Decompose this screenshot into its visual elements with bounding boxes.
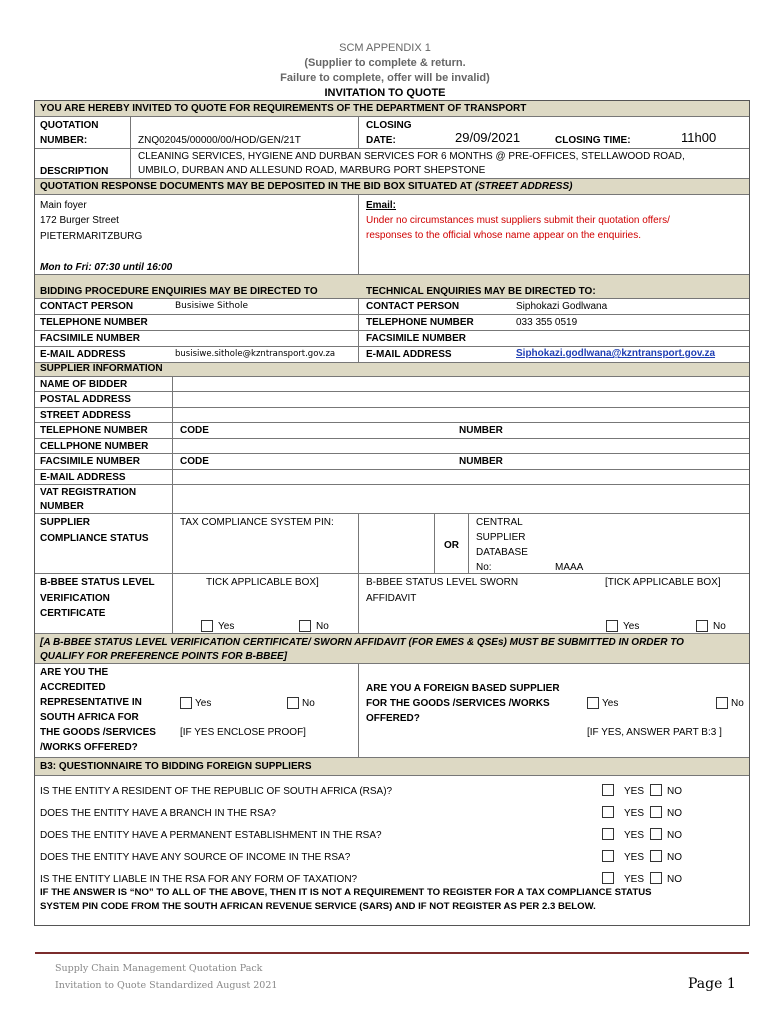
bbbee-affidavit-no-label: No [713, 621, 726, 632]
email-warning-2: responses to the official whose name appear on the enquiries. [366, 230, 641, 241]
quotation-number: ZNQ02045/00000/00/HOD/GEN/21T [138, 135, 301, 146]
questionnaire-note-2: SYSTEM PIN CODE FROM THE SOUTH AFRICAN REVENUE SERVICE (SARS) AND IF NOT REGISTER AS PER 2.3 BELOW. [40, 901, 596, 912]
bbbee-cert-yes-label: Yes [218, 621, 235, 632]
rep-question-4: SOUTH AFRICA FOR [40, 712, 139, 723]
email-label: E-MAIL ADDRESS [40, 472, 126, 483]
address-line-3: PIETERMARITZBURG [40, 231, 143, 242]
description-label: DESCRIPTION [40, 166, 109, 177]
foreign-question-1: ARE YOU A FOREIGN BASED SUPPLIER [366, 683, 560, 694]
branch-yes-label: YES [624, 808, 645, 819]
rep-no-label: No [302, 698, 315, 709]
bidder-name-label: NAME OF BIDDER [40, 379, 128, 390]
bbbee-notice-1: [A B-BBEE STATUS LEVEL VERIFICATION CERTIFICATE/ SWORN AFFIDAVIT (FOR EMES & QSEs) MUST BE SUBMITTED IN ORDER TO [40, 637, 684, 648]
establishment-yes-label: YES [624, 830, 645, 841]
tech-contact-label: CONTACT PERSON [366, 301, 460, 312]
description-line-2: UMBILO, DURBAN AND ALLESUND ROAD, MARBURG PORT SHEPSTONE [138, 165, 486, 176]
taxation-yes-checkbox[interactable] [602, 872, 614, 884]
address-line-2: 172 Burger Street [40, 215, 119, 226]
telephone-label: TELEPHONE NUMBER [40, 425, 148, 436]
rep-question-6: /WORKS OFFERED? [40, 742, 138, 753]
maaa-prefix: MAAA [555, 562, 584, 573]
telephone-code-label: CODE [180, 425, 209, 436]
supplier-info-heading: SUPPLIER INFORMATION [40, 363, 163, 374]
quotation-label: QUOTATION [40, 120, 99, 131]
vat-label-2: NUMBER [40, 501, 84, 512]
csd-label-4: No: [476, 562, 492, 573]
income-yes-label: YES [624, 852, 645, 863]
bbbee-cert-label-1: B-BBEE STATUS LEVEL [40, 577, 155, 588]
establishment-no-checkbox[interactable] [650, 828, 662, 840]
bbbee-cert-label-3: CERTIFICATE [40, 608, 106, 619]
question-taxation: IS THE ENTITY LIABLE IN THE RSA FOR ANY FORM OF TAXATION? [40, 874, 358, 885]
income-no-checkbox[interactable] [650, 850, 662, 862]
resident-yes-checkbox[interactable] [602, 784, 614, 796]
rep-question-1: ARE YOU THE [40, 667, 109, 678]
establishment-yes-checkbox[interactable] [602, 828, 614, 840]
email-heading: Email: [366, 200, 397, 211]
vat-label-1: VAT REGISTRATION [40, 487, 137, 498]
question-resident: IS THE ENTITY A RESIDENT OF THE REPUBLIC OF SOUTH AFRICA (RSA)? [40, 786, 393, 797]
csd-label-1: CENTRAL [476, 517, 523, 528]
or-label: OR [444, 540, 459, 551]
bbbee-cert-no-label: No [316, 621, 329, 632]
footer-line-2: Invitation to Quote Standardized August 2021 [55, 980, 278, 991]
bbbee-cert-no-checkbox[interactable] [299, 620, 311, 632]
tech-email-label: E-MAIL ADDRESS [366, 349, 452, 360]
establishment-no-label: NO [667, 830, 682, 841]
question-establishment: DOES THE ENTITY HAVE A PERMANENT ESTABLISHMENT IN THE RSA? [40, 830, 382, 841]
tech-facsimile-label: FACSIMILE NUMBER [366, 333, 466, 344]
compliance-label-2: COMPLIANCE STATUS [40, 533, 149, 544]
page-title: INVITATION TO QUOTE [324, 87, 446, 99]
taxation-no-checkbox[interactable] [650, 872, 662, 884]
street-address-label: STREET ADDRESS [40, 410, 131, 421]
invitation-banner: YOU ARE HEREBY INVITED TO QUOTE FOR REQUIREMENTS OF THE DEPARTMENT OF TRANSPORT [40, 103, 527, 114]
tech-contact-email-link[interactable]: Siphokazi.godlwana@kzntransport.gov.za [516, 348, 716, 359]
question-branch: DOES THE ENTITY HAVE A BRANCH IN THE RSA? [40, 808, 276, 819]
deposit-banner: QUOTATION RESPONSE DOCUMENTS MAY BE DEPOSITED IN THE BID BOX SITUATED AT (STREET ADDRESS) [40, 181, 573, 192]
closing-date-label: DATE: [366, 135, 396, 146]
facsimile-code-label: CODE [180, 456, 209, 467]
foreign-yes-label: Yes [602, 698, 619, 709]
taxation-yes-label: YES [624, 874, 645, 885]
closing-date: 29/09/2021 [455, 130, 521, 145]
closing-label: CLOSING [366, 120, 412, 131]
foreign-no-label: No [731, 698, 744, 709]
bidding-enquiries-heading: BIDDING PROCEDURE ENQUIRIES MAY BE DIRECTED TO [40, 286, 318, 297]
bid-contact-email: busisiwe.sithole@kzntransport.gov.za [175, 349, 336, 359]
resident-no-checkbox[interactable] [650, 784, 662, 796]
foreign-question-2: FOR THE GOODS /SERVICES /WORKS [366, 698, 550, 709]
questionnaire-note-1: IF THE ANSWER IS “NO” TO ALL OF THE ABOVE, THEN IT IS NOT A REQUIREMENT TO REGISTER FOR A TAX COMPLIANCE STATUS [40, 887, 652, 898]
closing-time-label: CLOSING TIME: [555, 135, 631, 146]
bbbee-affidavit-label-2: AFFIDAVIT [366, 593, 417, 604]
footer-line-1: Supply Chain Management Quotation Pack [55, 963, 263, 974]
bbbee-affidavit-yes-checkbox[interactable] [606, 620, 618, 632]
quotation-number-label: NUMBER: [40, 135, 88, 146]
bbbee-notice-2: QUALIFY FOR PREFERENCE POINTS FOR B-BBEE] [40, 651, 288, 662]
foreign-yes-checkbox[interactable] [587, 697, 599, 709]
technical-enquiries-heading: TECHNICAL ENQUIRIES MAY BE DIRECTED TO: [366, 286, 596, 297]
appendix-label: SCM APPENDIX 1 [339, 42, 431, 54]
facsimile-label: FACSIMILE NUMBER [40, 456, 140, 467]
foreign-no-checkbox[interactable] [716, 697, 728, 709]
page-number: Page 1 [688, 976, 736, 992]
resident-yes-label: YES [624, 786, 645, 797]
csd-label-2: SUPPLIER [476, 532, 526, 543]
bbbee-cert-yes-checkbox[interactable] [201, 620, 213, 632]
bbbee-tick-label-2: [TICK APPLICABLE BOX] [605, 577, 721, 588]
bid-email-label: E-MAIL ADDRESS [40, 349, 126, 360]
bid-contact-label: CONTACT PERSON [40, 301, 134, 312]
bid-contact-name: Busisiwe Sithole [175, 301, 249, 311]
bid-facsimile-label: FACSIMILE NUMBER [40, 333, 140, 344]
tech-contact-phone: 033 355 0519 [516, 317, 578, 328]
address-line-1: Main foyer [40, 200, 87, 211]
branch-no-label: NO [667, 808, 682, 819]
bbbee-affidavit-label-1: B-BBEE STATUS LEVEL SWORN [366, 577, 519, 588]
telephone-number-label: NUMBER [459, 425, 503, 436]
rep-question-2: ACCREDITED [40, 682, 106, 693]
bid-telephone-label: TELEPHONE NUMBER [40, 317, 148, 328]
bbbee-tick-label-1: TICK APPLICABLE BOX] [206, 577, 319, 588]
questionnaire-heading: B3: QUESTIONNAIRE TO BIDDING FOREIGN SUPPLIERS [40, 761, 312, 772]
tech-telephone-label: TELEPHONE NUMBER [366, 317, 474, 328]
income-no-label: NO [667, 852, 682, 863]
branch-yes-checkbox[interactable] [602, 806, 614, 818]
office-hours: Mon to Fri: 07:30 until 16:00 [40, 262, 173, 273]
resident-no-label: NO [667, 786, 682, 797]
rep-no-checkbox[interactable] [287, 697, 299, 709]
rep-question-5: THE GOODS /SERVICES [40, 727, 156, 738]
compliance-label-1: SUPPLIER [40, 517, 91, 528]
bbbee-affidavit-yes-label: Yes [623, 621, 640, 632]
cellphone-label: CELLPHONE NUMBER [40, 441, 149, 452]
rep-question-3: REPRESENTATIVE IN [40, 697, 142, 708]
foreign-answer-note: [IF YES, ANSWER PART B:3 ] [587, 727, 722, 738]
question-income: DOES THE ENTITY HAVE ANY SOURCE OF INCOME IN THE RSA? [40, 852, 351, 863]
foreign-question-3: OFFERED? [366, 713, 420, 724]
bbbee-cert-label-2: VERIFICATION [40, 593, 110, 604]
closing-time: 11h00 [681, 130, 717, 145]
rep-yes-checkbox[interactable] [180, 697, 192, 709]
email-warning-1: Under no circumstances must suppliers submit their quotation offers/ [366, 215, 670, 226]
tax-pin-label: TAX COMPLIANCE SYSTEM PIN: [180, 517, 334, 528]
tech-contact-name: Siphokazi Godlwana [516, 301, 608, 312]
rep-yes-label: Yes [195, 698, 212, 709]
taxation-no-label: NO [667, 874, 682, 885]
income-yes-checkbox[interactable] [602, 850, 614, 862]
footer-rule [35, 952, 749, 954]
facsimile-number-label: NUMBER [459, 456, 503, 467]
description-line-1: CLEANING SERVICES, HYGIENE AND DURBAN SERVICES FOR 6 MONTHS @ PRE-OFFICES, STELLAWOOD ROAD, [138, 151, 685, 162]
bbbee-affidavit-no-checkbox[interactable] [696, 620, 708, 632]
rep-enclose-proof: [IF YES ENCLOSE PROOF] [180, 727, 306, 738]
branch-no-checkbox[interactable] [650, 806, 662, 818]
csd-label-3: DATABASE [476, 547, 528, 558]
postal-address-label: POSTAL ADDRESS [40, 394, 131, 405]
instruction-line-1: (Supplier to complete & return. [304, 57, 466, 69]
instruction-line-2: Failure to complete, offer will be invalid) [280, 72, 490, 84]
